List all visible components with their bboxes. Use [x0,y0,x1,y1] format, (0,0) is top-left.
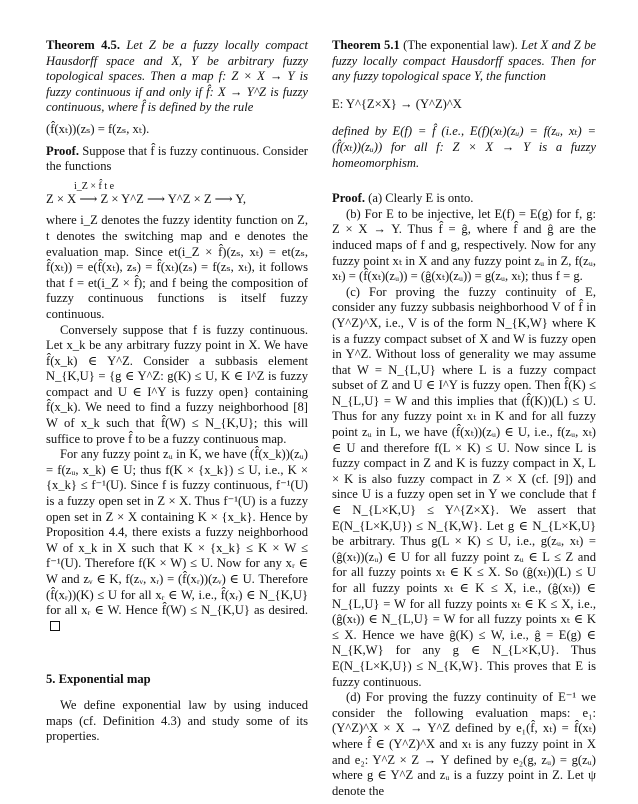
paragraph-converse: Conversely suppose that f is fuzzy continuous. Let x_k be any arbitrary fuzzy point in X. We have f̂(x_k) ∈ Y^Z. Consider a subbasis element N_{K,U} = {g ∈ Y^Z: g(K) ≤ U, K ∈ I^Z is fuzzy compact and U ∈ I^Y is fuzzy open} containing f̂(x_k). We need to find a fuzzy neighborhood [8] W of x_k such that f̂(W) ≤ N_{K,U}; this will suffice to prove f̂ to be a fuzzy continuous map. [46,322,308,446]
paragraph-fuzzy-point [46,447,308,634]
theorem-5-1-body: Let X and Z be fuzzy locally compact Hausdorff spaces. Then for any fuzzy topological space Y, the function [332,38,596,84]
equation-3: E: Y^{Z×X} → (Y^Z)^X [332,96,462,111]
proof-part-a [332,191,596,207]
paragraph-fuzzy-point-text: For any fuzzy point zᵤ in K, we have (f̂(x_k))(zᵤ) = f(zᵤ, x_k) ∈ U; thus f(K × {x_k}) ≤ U, i.e., K × {x_k} ≤ f⁻¹(U). Since f is fuzzy continuous, f⁻¹(U) is a fuzzy open set in Z × X. Thus f⁻¹(U) is a fuzzy open set in Z × X containing K × {x_k}. Hence by Proposition 4.4, there exists a fuzzy neighborhood W of x_k in X such that K × {x_k} ≤ K × W ≤ f⁻¹(U). Therefore f(K × W) ≤ U. Now for any xᵣ ∈ W and zᵥ ∈ K, f(zᵥ, xᵣ) = (f̂(xᵣ))(zᵥ) ∈ U. Therefore (f̂(xᵣ))(K) ≤ U for all xᵣ ∈ W, i.e., f̂(xᵣ) ∈ N_{K,U} for all xᵣ ∈ W. Hence f̂(W) ≤ N_{K,U} as desired. [46,447,308,618]
equation-3-description: defined by E(f) = f̂ (i.e., E(f)(xₜ)(zᵤ) = f(zᵤ, xₜ) = (f̂(xₜ))(zᵤ)) for all f: Z × X → Y is a fuzzy homeomorphism. [332,124,596,170]
theorem-4-5-title: Theorem 4.5. [46,38,120,52]
equation-2-arrow-labels: i_Z × f̂ t e [74,180,115,192]
left-column [46,38,308,745]
equation-2: Z × X ⟶ Z × Y^Z ⟶ Y^Z × Z ⟶ Y, [46,191,247,206]
proof-intro-text: Suppose that f̂ is fuzzy continuous. Consider the functions [46,143,308,174]
proof-part-b: (b) For E to be injective, let E(f) = E(g) for f, g: Z × X → Y. Thus f̂ = ĝ, where f̂ and ĝ are the induced maps of f and g, respectively. Now for any fuzzy point xₜ in X and any fuzzy point zᵤ in Z, f(zᵤ, xₜ) = (f̂(xₜ)(zᵤ)) = (ĝ(xₜ)(zᵤ)) = g(zᵤ, xₜ); thus f = g. [332,206,596,284]
proof-part-a-text: (a) Clearly E is onto. [368,191,474,206]
equation-1: (f̂(xₜ))(zₛ) = f(zₛ, xₜ). [46,121,150,136]
paragraph-evaluation-map: where i_Z denotes the fuzzy identity function on Z, t denotes the switching map and e denotes the evaluation map. Since et(i_Z × f̂)(zₛ, xₜ) = et(zₛ, f̂(xₜ)) = e(f̂(xₜ), zₛ) = f̂(xₜ)(zₛ) = f(zₛ, xₜ), it follows that f = et(i_Z × f̂); and f being the composition of fuzzy continuous functions is itself fuzzy continuous. [46,213,308,321]
proof-part-d: (d) For proving the fuzzy continuity of E⁻¹ we consider the following evaluation maps: e₁: (Y^Z)^X × X → Y^Z defined by e₁(f̂, xₜ) = f̂(xₜ) where f̂ ∈ (Y^Z)^X and xₜ is any fuzzy point in X and e₂: Y^Z × Z → Y defined by e₂(g, zᵤ) = g(zᵤ) where g ∈ Y^Z and zᵤ is a fuzzy point in Z. Let ψ denote the [332,690,596,798]
theorem-4-5 [46,38,308,116]
theorem-5-1-title: Theorem 5.1 [332,38,400,52]
proof-intro [46,144,308,175]
qed-square-icon [50,621,60,631]
proof-label: Proof. [46,143,79,158]
theorem-5-1-paren: (The exponential law). [403,38,518,52]
theorem-5-1 [332,38,596,85]
proof-part-c: (c) For proving the fuzzy continuity of E, consider any fuzzy subbasis neighborhood V of f̂ in (Y^Z)^X, i.e., V is of the form N_{K,W} where K is a fuzzy compact subset of X and W is fuzzy open in Y^Z. Without loss of generality we may assume that W = N_{L,U} where L is a fuzzy compact subset of Z and U ∈ I^Y is fuzzy open. Then f̂(K) ≤ N_{L,U} = W and this implies that (f̂(K))(L) ≤ U. Thus for any fuzzy point xₜ in K and for all fuzzy point zᵤ in L, we have (f̂(xₜ))(zᵤ) ∈ U, i.e., f(zᵤ, xₜ) ∈ U and therefore f(L × K) ≤ U. Now since L is fuzzy compact in Z and K is fuzzy compact in X, L × K is also fuzzy compact in Z × X (cf. [9]) and since U is a fuzzy open set in Y we conclude that f ∈ N_{L×K,U} ≤ Y^{Z×X}. We assert that E(N_{L×K,U}) ≤ N_{K,W}. Let g ∈ N_{L×K,U} be arbitrary. Thus g(L × K) ≤ U, i.e., g(zᵤ, xₜ) = (ĝ(xₜ))(zᵤ) ∈ U for all fuzzy point zᵤ ∈ L ≤ Z and for all fuzzy points xₜ ∈ K ≤ X. So (ĝ(xₜ))(L) ≤ U for all fuzzy points xₜ ∈ K ≤ X, i.e., (ĝ(xₜ)) ∈ N_{L,U} = W for all fuzzy points xₜ ∈ K ≤ X, i.e., (ĝ(xₜ)) ∈ N_{L,U} = W for all fuzzy points xₜ ∈ K ≤ X. Hence we have ĝ(K) ≤ W, i.e., ĝ = E(g) ∈ N_{K,W} for any g ∈ N_{L×K,U}. Thus E(N_{L×K,U}) ≤ N_{K,W}. This proves that E is fuzzy continuous. [332,284,596,689]
right-column [332,38,596,799]
proof-label-2: Proof. [332,191,365,206]
theorem-4-5-body: Let Z be a fuzzy locally compact Hausdorff space and X, Y be arbitrary fuzzy topological spaces. Then a map f: Z × X → Y is fuzzy continuous if and only if f̂: X → Y^Z is fuzzy continuous, where f̂ is defined by the rule [46,38,308,115]
section-5-intro: We define exponential law by using induced maps (cf. Definition 4.3) and study some of its properties. [46,697,308,744]
section-5-heading: 5. Exponential map [46,672,151,687]
